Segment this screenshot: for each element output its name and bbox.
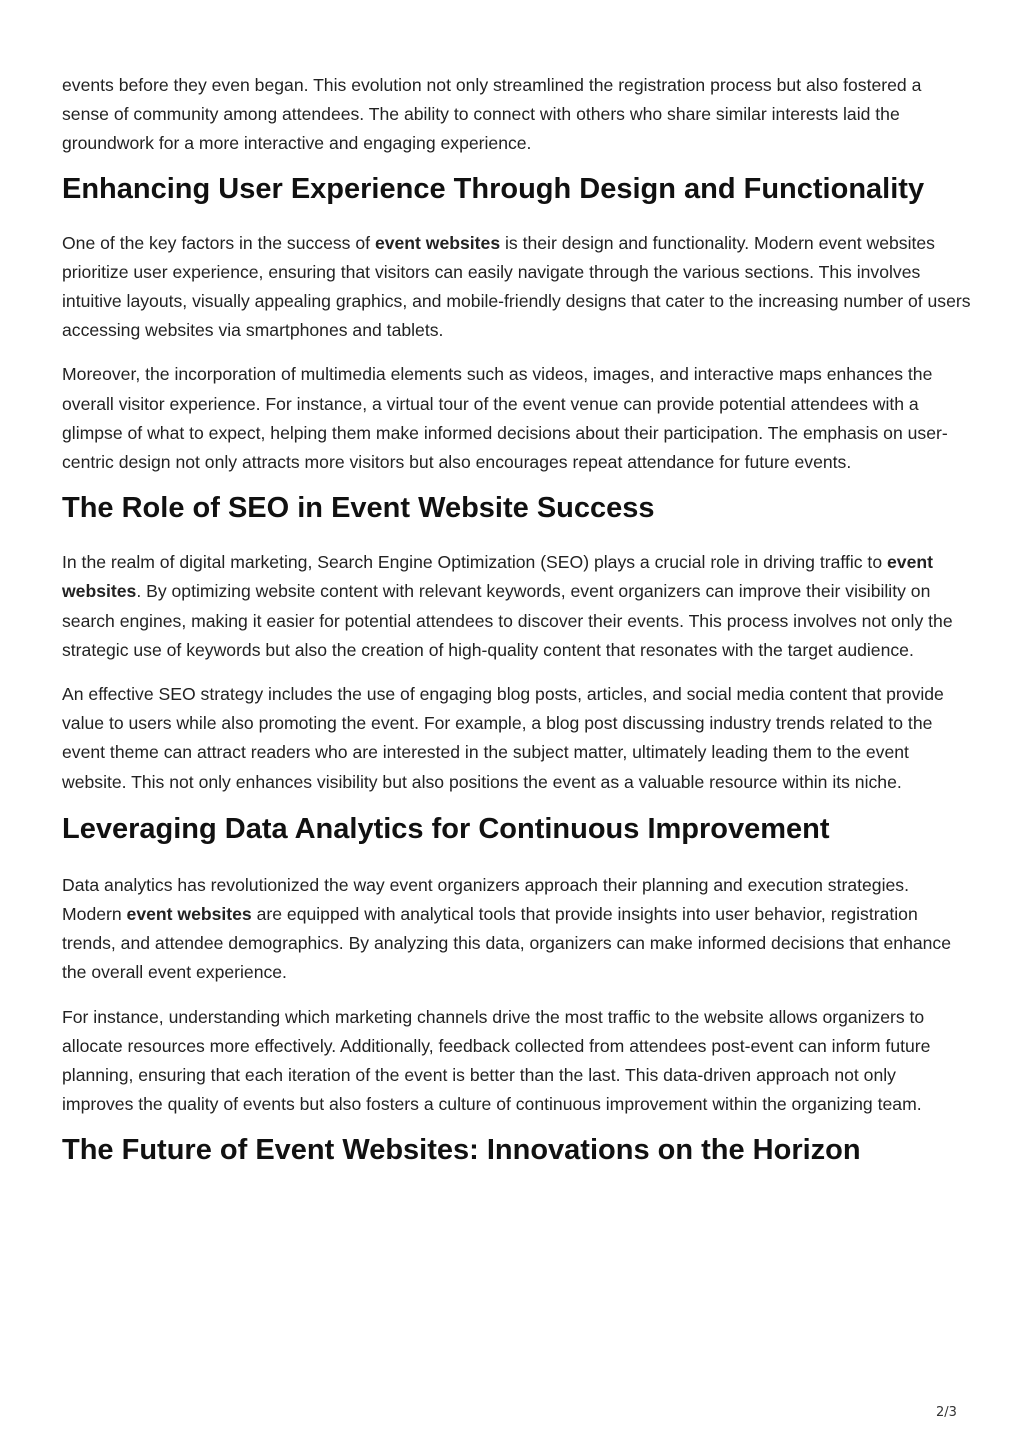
paragraph-design-functionality: [62, 229, 972, 346]
heading-data-analytics: Leveraging Data Analytics for Continuous Improvement: [62, 812, 830, 845]
heading-seo-role: The Role of SEO in Event Website Success: [62, 492, 655, 525]
paragraph-text: . By optimizing website content with relevant keywords, event organizers can improve their visibility on search engines, making it easier for potential attendees to discover their events. This process involves not only the strategic use of keywords but also the creation of high-quality content that resonates with the target audience.: [62, 581, 953, 660]
paragraph-seo-intro: [62, 548, 972, 665]
heading-future-innovations: The Future of Event Websites: Innovations on the Horizon: [62, 1134, 861, 1167]
document-body: [62, 71, 972, 1168]
paragraph-text: is their design and functionality. Modern event websites prioritize user experience, ensuring that visitors can easily navigate through the various sections. This involves intuitive layouts, visually appealing graphics, and mobile-friendly designs that cater to the increasing number of users accessing websites via smartphones and tablets.: [62, 232, 971, 341]
keyword-event-websites: event websites: [374, 232, 501, 253]
paragraph-text: One of the key factors in the success of: [62, 232, 375, 253]
paragraph-text: In the realm of digital marketing, Search Engine Optimization (SEO) plays a crucial role in driving traffic to: [62, 552, 887, 573]
paragraph-text: Data analytics has revolutionized the way event organizers approach their planning and execution strategies. Modern: [62, 874, 909, 925]
heading-user-experience: Enhancing User Experience Through Design and Functionality: [62, 172, 925, 205]
paragraph-text: are equipped with analytical tools that provide insights into user behavior, registration trends, and attendee demographics. By analyzing this data, organizers can make informed decisions that enhance the overall event experience.: [62, 904, 952, 983]
keyword-event-websites: event websites: [62, 552, 933, 602]
keyword-event-websites: event websites: [126, 904, 252, 925]
paragraph-seo-strategy: An effective SEO strategy includes the use of engaging blog posts, articles, and social media content that provide value to users while also promoting the event. For example, a blog post discussing industry trends related to the event theme can attract readers who are interested in the subject matter, ultimately leading them to the event website. This not only enhances visibility but also positions the event as a valuable resource within its niche.: [62, 684, 944, 792]
paragraph-analytics-intro: [62, 871, 972, 988]
page-number: 2/3: [936, 1405, 957, 1420]
paragraph-multimedia: Moreover, the incorporation of multimedia elements such as videos, images, and interactive maps enhances the overall visitor experience. For instance, a virtual tour of the event venue can provide potential attendees with a glimpse of what to expect, helping them make informed decisions about their participation. The emphasis on user-centric design not only attracts more visitors but also encourages repeat attendance for future events.: [62, 364, 948, 473]
paragraph-analytics-example: For instance, understanding which marketing channels drive the most traffic to the website allows organizers to allocate resources more effectively. Additionally, feedback collected from attendees post-event can inform future planning, ensuring that each iteration of the event is better than the last. This data-driven approach not only improves the quality of events but also fosters a culture of continuous improvement within the organizing team.: [62, 1006, 931, 1115]
intro-paragraph: events before they even began. This evolution not only streamlined the registration process but also fostered a sense of community among attendees. The ability to connect with others who share similar interests laid the groundwork for a more interactive and engaging experience.: [62, 75, 922, 154]
